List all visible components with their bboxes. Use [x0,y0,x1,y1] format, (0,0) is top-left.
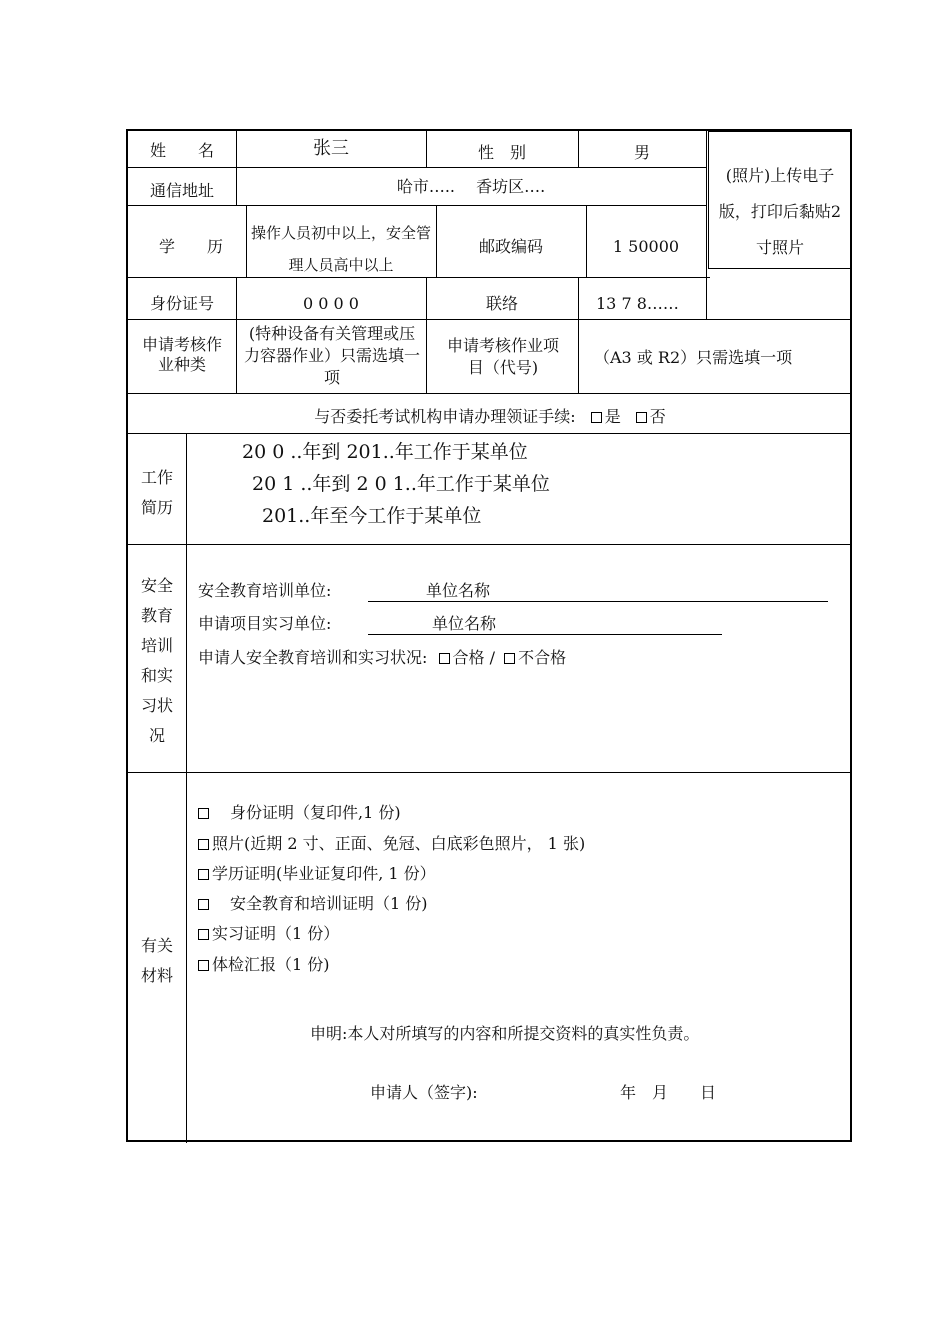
work-line-2[interactable]: 20 1 ..年到 2 0 1..年工作于某单位 [252,473,550,495]
divider [186,433,187,1143]
gender-label: 性 别 [477,143,526,162]
entrust-yes-checkbox[interactable] [591,407,621,426]
divider [246,205,247,277]
entrust-row [128,407,852,427]
id-label: 身份证号 [149,294,214,313]
entrust-yes-label: 是 [604,407,621,426]
category-value[interactable]: (特种设备有关管理或压力容器作业）只需选填一项 [244,324,421,387]
pass-checkbox[interactable] [439,648,495,667]
fail-checkbox[interactable] [504,648,566,667]
project-label: 申请考核作业项目（代号) [446,336,559,377]
education-value[interactable]: 操作人员初中以上，安全管理人员高中以上 [250,224,431,274]
material-checkbox[interactable] [198,929,209,940]
material-item[interactable]: 安全教育和培训证明（1 份) [198,894,428,914]
training-unit-label: 安全教育培训单位: [198,581,332,600]
training-unit-value[interactable]: 单位名称 [368,581,828,602]
materials-label: 有关材料 [140,936,173,985]
name-value[interactable]: 张三 [313,138,349,159]
divider [128,205,706,206]
material-checkbox[interactable] [198,869,209,880]
photo-note: (照片)上传电子版，打印后黏贴2寸照片 [718,166,842,257]
photo-placeholder[interactable] [708,131,852,269]
divider [128,433,852,434]
education-label: 学 历 [158,237,223,256]
name-label: 姓 名 [149,141,214,160]
divider [128,167,706,168]
entrust-no-checkbox[interactable] [636,407,666,426]
material-item[interactable]: 照片(近期 2 寸、正面、免冠、白底彩色照片， 1 张) [198,834,585,854]
training-status-label: 申请人安全教育培训和实习状况: [198,648,428,667]
practice-unit-label: 申请项目实习单位: [198,614,332,633]
gender-value[interactable]: 男 [633,143,650,162]
id-value[interactable]: 0 0 0 0 [303,294,359,313]
postcode-label: 邮政编码 [478,237,543,256]
material-checkbox[interactable] [198,839,209,850]
divider [128,544,852,545]
address-label: 通信地址 [149,181,214,200]
material-checkbox[interactable] [198,808,209,819]
project-value[interactable]: （A3 或 R2）只需选填一项 [594,348,793,367]
practice-unit-value[interactable]: 单位名称 [368,614,722,635]
material-checkbox[interactable] [198,960,209,971]
training-status-row [198,648,566,668]
contact-value[interactable]: 13 7 8…… [596,294,679,313]
material-item[interactable]: 体检汇报（1 份) [198,955,330,975]
work-line-1[interactable]: 20 0 ..年到 201..年工作于某单位 [242,441,528,463]
divider [128,772,852,773]
postcode-value[interactable]: 1 50000 [612,237,680,256]
work-label: 工作简历 [140,468,173,517]
signature-field[interactable] [500,1083,610,1103]
safety-label: 安全教育培训和实习状况 [140,576,173,745]
contact-label: 联络 [485,294,518,313]
pass-label: 合格 / [452,648,495,667]
material-item[interactable]: 身份证明（复印件,1 份) [198,803,401,823]
signature-label: 申请人（签字): [370,1083,478,1102]
address-value[interactable]: 哈市….. 香坊区…. [396,177,546,196]
entrust-text: 与否委托考试机构申请办理领证手续: [314,407,576,426]
declaration: 申明:本人对所填写的内容和所提交资料的真实性负责。 [310,1024,700,1043]
date-label[interactable]: 年 月 日 [620,1083,717,1102]
material-item[interactable]: 实习证明（1 份） [198,924,339,944]
fail-label: 不合格 [518,648,567,667]
application-form [126,129,852,1142]
divider [706,277,707,319]
divider [578,277,579,393]
work-line-3[interactable]: 201..年至今工作于某单位 [262,505,482,527]
divider [706,131,707,277]
category-label: 申请考核作业种类 [142,335,223,374]
divider [128,393,852,394]
material-item[interactable]: 学历证明(毕业证复印件, 1 份） [198,864,436,884]
entrust-no-label: 否 [649,407,666,426]
material-checkbox[interactable] [198,899,209,910]
